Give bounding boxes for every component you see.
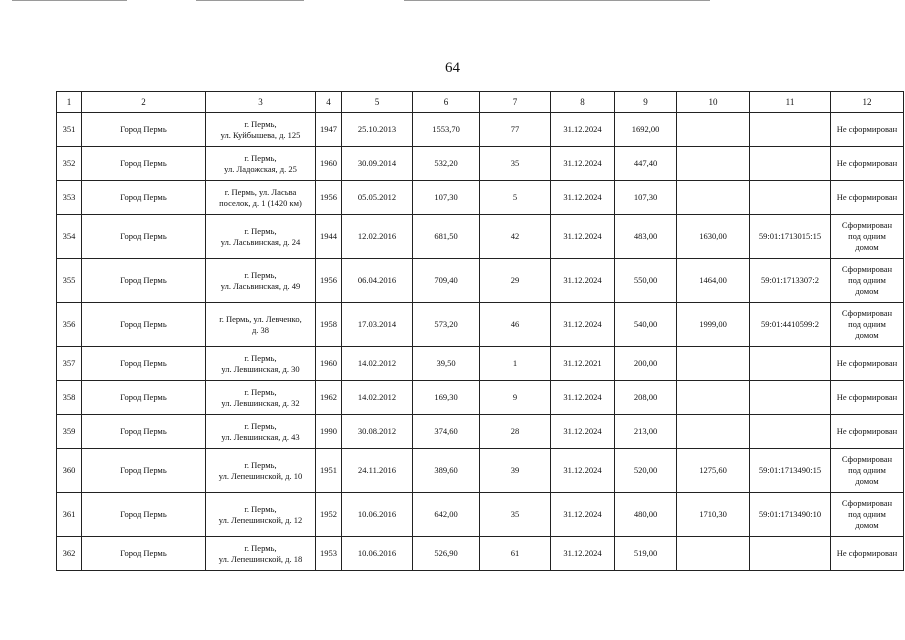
date-cell: 12.02.2016 <box>342 215 413 259</box>
address-line: ул. Левшинская, д. 32 <box>221 397 300 408</box>
status-line: Сформирован <box>841 220 893 230</box>
cadastral-number-cell <box>750 415 831 449</box>
status-line: под одним <box>848 465 886 475</box>
land-area-cell <box>677 347 750 381</box>
address-line: д. 38 <box>251 324 270 335</box>
address-cell <box>206 181 316 215</box>
deadline-cell: 31.12.2024 <box>551 303 615 347</box>
area-cell: 642,00 <box>413 493 480 537</box>
status-line: под одним <box>848 275 886 285</box>
count-cell: 28 <box>480 415 551 449</box>
status-cell <box>831 215 904 259</box>
year-cell: 1951 <box>316 449 342 493</box>
municipality-cell: Город Пермь <box>82 449 206 493</box>
cadastral-number-cell <box>750 147 831 181</box>
cadastral-number-cell: 59:01:1713490:10 <box>750 493 831 537</box>
deadline-cell: 31.12.2024 <box>551 113 615 147</box>
status-line: домом <box>855 520 879 530</box>
address-line: ул. Лепешинской, д. 10 <box>218 470 303 481</box>
deadline-cell: 31.12.2024 <box>551 415 615 449</box>
value-cell: 200,00 <box>615 347 677 381</box>
date-cell: 14.02.2012 <box>342 347 413 381</box>
municipality-cell: Город Пермь <box>82 113 206 147</box>
area-cell: 681,50 <box>413 215 480 259</box>
cadastral-number-cell <box>750 347 831 381</box>
row-number-cell: 356 <box>57 303 82 347</box>
scan-edge-line-mid <box>196 0 304 1</box>
value-cell: 520,00 <box>615 449 677 493</box>
land-area-cell <box>677 113 750 147</box>
count-cell: 42 <box>480 215 551 259</box>
column-header: 2 <box>82 92 206 113</box>
address-line: г. Пермь, <box>244 459 277 470</box>
area-cell: 532,20 <box>413 147 480 181</box>
status-line: домом <box>855 476 879 486</box>
address-line: г. Пермь, <box>244 152 277 163</box>
municipality-cell: Город Пермь <box>82 147 206 181</box>
value-cell: 447,40 <box>615 147 677 181</box>
municipality-cell: Город Пермь <box>82 347 206 381</box>
status-line: Не сформирован <box>836 426 898 436</box>
address-line: г. Пермь, <box>244 225 277 236</box>
municipality-cell: Город Пермь <box>82 215 206 259</box>
column-header: 12 <box>831 92 904 113</box>
address-line: ул. Ласьвинская, д. 24 <box>220 236 301 247</box>
row-number-cell: 352 <box>57 147 82 181</box>
count-cell: 9 <box>480 381 551 415</box>
address-line: ул. Левшинская, д. 43 <box>221 431 300 442</box>
column-header: 10 <box>677 92 750 113</box>
address-line: г. Пермь, ул. Ласьва <box>224 186 297 197</box>
status-cell <box>831 113 904 147</box>
address-cell <box>206 415 316 449</box>
row-number-cell: 362 <box>57 537 82 571</box>
deadline-cell: 31.12.2024 <box>551 537 615 571</box>
address-line: поселок, д. 1 (1420 км) <box>219 197 302 208</box>
municipality-cell: Город Пермь <box>82 259 206 303</box>
row-number-cell: 357 <box>57 347 82 381</box>
date-cell: 10.06.2016 <box>342 493 413 537</box>
scan-edge-line-left <box>12 0 127 1</box>
table-row <box>57 113 904 147</box>
land-area-cell <box>677 537 750 571</box>
column-header: 11 <box>750 92 831 113</box>
status-cell <box>831 347 904 381</box>
address-cell <box>206 537 316 571</box>
address-line: ул. Куйбышева, д. 125 <box>220 129 301 140</box>
area-cell: 573,20 <box>413 303 480 347</box>
count-cell: 46 <box>480 303 551 347</box>
area-cell: 39,50 <box>413 347 480 381</box>
deadline-cell: 31.12.2024 <box>551 215 615 259</box>
row-number-cell: 354 <box>57 215 82 259</box>
address-line: г. Пермь, ул. Левченко, <box>219 313 302 324</box>
cadastral-number-cell <box>750 181 831 215</box>
address-line: ул. Лепешинской, д. 18 <box>218 553 303 564</box>
table-row <box>57 215 904 259</box>
count-cell: 35 <box>480 147 551 181</box>
table-row <box>57 303 904 347</box>
value-cell: 540,00 <box>615 303 677 347</box>
scan-edge-line-right <box>404 0 710 1</box>
table-row <box>57 537 904 571</box>
address-line: г. Пермь, <box>244 503 277 514</box>
status-line: под одним <box>848 231 886 241</box>
status-cell <box>831 415 904 449</box>
deadline-cell: 31.12.2021 <box>551 347 615 381</box>
status-line: Не сформирован <box>836 158 898 168</box>
year-cell: 1947 <box>316 113 342 147</box>
municipality-cell: Город Пермь <box>82 415 206 449</box>
address-cell <box>206 215 316 259</box>
year-cell: 1962 <box>316 381 342 415</box>
column-header: 5 <box>342 92 413 113</box>
status-line: Не сформирован <box>836 358 898 368</box>
address-cell <box>206 381 316 415</box>
table-row <box>57 493 904 537</box>
value-cell: 550,00 <box>615 259 677 303</box>
cadastral-number-cell: 59:01:1713307:2 <box>750 259 831 303</box>
value-cell: 519,00 <box>615 537 677 571</box>
count-cell: 77 <box>480 113 551 147</box>
value-cell: 208,00 <box>615 381 677 415</box>
address-line: г. Пермь, <box>244 352 277 363</box>
status-line: под одним <box>848 319 886 329</box>
row-number-cell: 355 <box>57 259 82 303</box>
land-area-cell <box>677 181 750 215</box>
area-cell: 107,30 <box>413 181 480 215</box>
count-cell: 35 <box>480 493 551 537</box>
status-line: Сформирован <box>841 264 893 274</box>
year-cell: 1960 <box>316 347 342 381</box>
table-row <box>57 259 904 303</box>
row-number-cell: 351 <box>57 113 82 147</box>
status-cell <box>831 381 904 415</box>
land-area-cell: 1275,60 <box>677 449 750 493</box>
date-cell: 30.09.2014 <box>342 147 413 181</box>
table-body <box>57 113 904 571</box>
table-row <box>57 181 904 215</box>
date-cell: 17.03.2014 <box>342 303 413 347</box>
column-header: 8 <box>551 92 615 113</box>
value-cell: 107,30 <box>615 181 677 215</box>
cadastral-number-cell: 59:01:4410599:2 <box>750 303 831 347</box>
date-cell: 06.04.2016 <box>342 259 413 303</box>
land-area-cell <box>677 147 750 181</box>
table-row <box>57 415 904 449</box>
cadastral-number-cell: 59:01:1713490:15 <box>750 449 831 493</box>
status-line: домом <box>855 330 879 340</box>
status-line: домом <box>855 242 879 252</box>
row-number-cell: 359 <box>57 415 82 449</box>
value-cell: 1692,00 <box>615 113 677 147</box>
count-cell: 29 <box>480 259 551 303</box>
status-line: Сформирован <box>841 498 893 508</box>
address-cell <box>206 449 316 493</box>
address-line: г. Пермь, <box>244 269 277 280</box>
table-row <box>57 381 904 415</box>
date-cell: 24.11.2016 <box>342 449 413 493</box>
table-row <box>57 347 904 381</box>
count-cell: 39 <box>480 449 551 493</box>
land-area-cell: 1999,00 <box>677 303 750 347</box>
date-cell: 10.06.2016 <box>342 537 413 571</box>
column-header: 9 <box>615 92 677 113</box>
date-cell: 14.02.2012 <box>342 381 413 415</box>
municipality-cell: Город Пермь <box>82 303 206 347</box>
municipality-cell: Город Пермь <box>82 181 206 215</box>
row-number-cell: 360 <box>57 449 82 493</box>
row-number-cell: 358 <box>57 381 82 415</box>
value-cell: 483,00 <box>615 215 677 259</box>
deadline-cell: 31.12.2024 <box>551 147 615 181</box>
status-line: Не сформирован <box>836 124 898 134</box>
address-line: г. Пермь, <box>244 420 277 431</box>
cadastral-number-cell: 59:01:1713015:15 <box>750 215 831 259</box>
value-cell: 213,00 <box>615 415 677 449</box>
municipality-cell: Город Пермь <box>82 537 206 571</box>
count-cell: 5 <box>480 181 551 215</box>
table-row <box>57 449 904 493</box>
address-cell <box>206 113 316 147</box>
column-header: 1 <box>57 92 82 113</box>
deadline-cell: 31.12.2024 <box>551 381 615 415</box>
area-cell: 709,40 <box>413 259 480 303</box>
cadastral-number-cell <box>750 537 831 571</box>
address-cell <box>206 493 316 537</box>
year-cell: 1953 <box>316 537 342 571</box>
deadline-cell: 31.12.2024 <box>551 181 615 215</box>
count-cell: 1 <box>480 347 551 381</box>
address-cell <box>206 347 316 381</box>
address-cell <box>206 303 316 347</box>
status-line: домом <box>855 286 879 296</box>
cadastral-number-cell <box>750 381 831 415</box>
page-number: 64 <box>445 60 460 76</box>
status-line: Сформирован <box>841 308 893 318</box>
status-cell <box>831 537 904 571</box>
date-cell: 25.10.2013 <box>342 113 413 147</box>
year-cell: 1944 <box>316 215 342 259</box>
municipality-cell: Город Пермь <box>82 381 206 415</box>
area-cell: 1553,70 <box>413 113 480 147</box>
address-line: г. Пермь, <box>244 542 277 553</box>
area-cell: 526,90 <box>413 537 480 571</box>
column-header: 4 <box>316 92 342 113</box>
data-table <box>56 91 904 571</box>
area-cell: 374,60 <box>413 415 480 449</box>
status-line: под одним <box>848 509 886 519</box>
area-cell: 169,30 <box>413 381 480 415</box>
address-line: г. Пермь, <box>244 386 277 397</box>
status-line: Не сформирован <box>836 392 898 402</box>
address-line: г. Пермь, <box>244 118 277 129</box>
address-cell <box>206 147 316 181</box>
year-cell: 1956 <box>316 181 342 215</box>
status-line: Сформирован <box>841 454 893 464</box>
address-line: ул. Лепешинской, д. 12 <box>218 514 303 525</box>
cadastral-number-cell <box>750 113 831 147</box>
year-cell: 1990 <box>316 415 342 449</box>
status-line: Не сформирован <box>836 548 898 558</box>
column-header: 7 <box>480 92 551 113</box>
land-area-cell: 1710,30 <box>677 493 750 537</box>
table-row <box>57 147 904 181</box>
land-area-cell <box>677 381 750 415</box>
value-cell: 480,00 <box>615 493 677 537</box>
status-cell <box>831 147 904 181</box>
status-cell <box>831 449 904 493</box>
deadline-cell: 31.12.2024 <box>551 493 615 537</box>
deadline-cell: 31.12.2024 <box>551 259 615 303</box>
row-number-cell: 353 <box>57 181 82 215</box>
year-cell: 1960 <box>316 147 342 181</box>
status-cell <box>831 493 904 537</box>
municipality-cell: Город Пермь <box>82 493 206 537</box>
land-area-cell <box>677 415 750 449</box>
address-line: ул. Левшинская, д. 30 <box>221 363 300 374</box>
date-cell: 05.05.2012 <box>342 181 413 215</box>
row-number-cell: 361 <box>57 493 82 537</box>
address-line: ул. Ласьвинская, д. 49 <box>220 280 301 291</box>
status-cell <box>831 181 904 215</box>
status-cell <box>831 303 904 347</box>
column-header: 6 <box>413 92 480 113</box>
status-cell <box>831 259 904 303</box>
column-header: 3 <box>206 92 316 113</box>
date-cell: 30.08.2012 <box>342 415 413 449</box>
year-cell: 1958 <box>316 303 342 347</box>
address-line: ул. Ладожская, д. 25 <box>224 163 297 174</box>
year-cell: 1956 <box>316 259 342 303</box>
year-cell: 1952 <box>316 493 342 537</box>
header-row <box>57 92 904 113</box>
deadline-cell: 31.12.2024 <box>551 449 615 493</box>
land-area-cell: 1464,00 <box>677 259 750 303</box>
area-cell: 389,60 <box>413 449 480 493</box>
count-cell: 61 <box>480 537 551 571</box>
address-cell <box>206 259 316 303</box>
status-line: Не сформирован <box>836 192 898 202</box>
land-area-cell: 1630,00 <box>677 215 750 259</box>
